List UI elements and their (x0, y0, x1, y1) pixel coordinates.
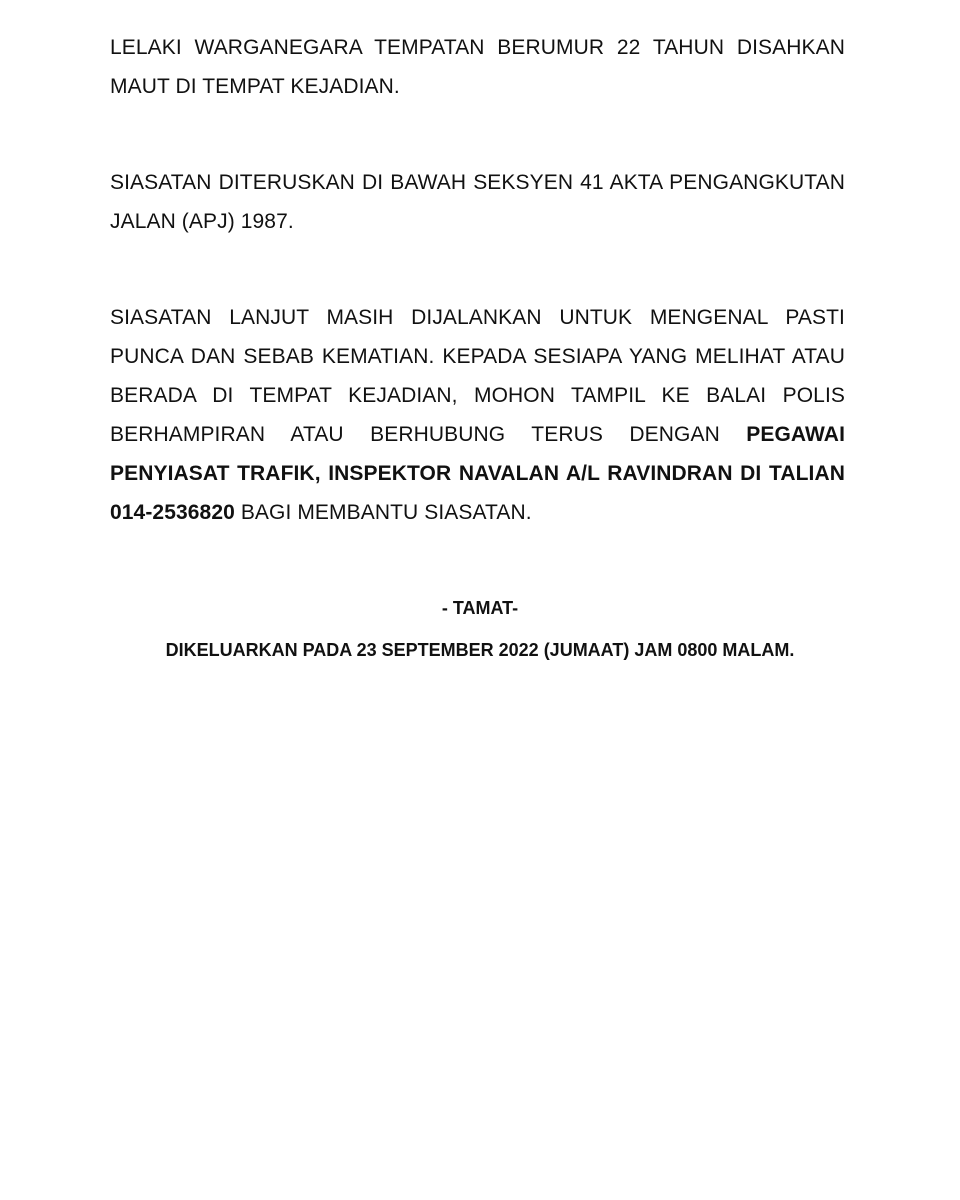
paragraph-victim-text: LELAKI WARGANEGARA TEMPATAN BERUMUR 22 TAHUN DISAHKAN MAUT DI TEMPAT KEJADIAN. (110, 36, 845, 98)
paragraph-appeal-trailing-text: BAGI MEMBANTU SIASATAN. (234, 501, 532, 524)
issued-date-line: DIKELUARKAN PADA 23 SEPTEMBER 2022 (JUMAAT) JAM 0800 MALAM. (165, 640, 795, 660)
paragraph-appeal-lead-text: SIASATAN LANJUT MASIH DIJALANKAN UNTUK MENGENAL PASTI PUNCA DAN SEBAB KEMATIAN. KEPADA SESIAPA YANG MELIHAT ATAU BERADA DI TEMPAT KEJADIAN, MOHON TAMPIL KE BALAI POLIS BERHAMPIRAN ATAU BERHUBUNG TERUS DENGAN (110, 306, 845, 446)
end-mark: - TAMAT- (441, 598, 519, 618)
paragraph-investigation-act-text: SIASATAN DITERUSKAN DI BAWAH SEKSYEN 41 AKTA PENGANGKUTAN JALAN (APJ) 1987. (110, 171, 845, 233)
paragraph-investigation-act (110, 163, 845, 241)
paragraph-victim (110, 28, 845, 106)
paragraph-appeal (110, 298, 845, 532)
investigating-officer-contact: PEGAWAI PENYIASAT TRAFIK, INSPEKTOR NAVALAN A/L RAVINDRAN DI TALIAN 014-2536820 (110, 423, 845, 524)
